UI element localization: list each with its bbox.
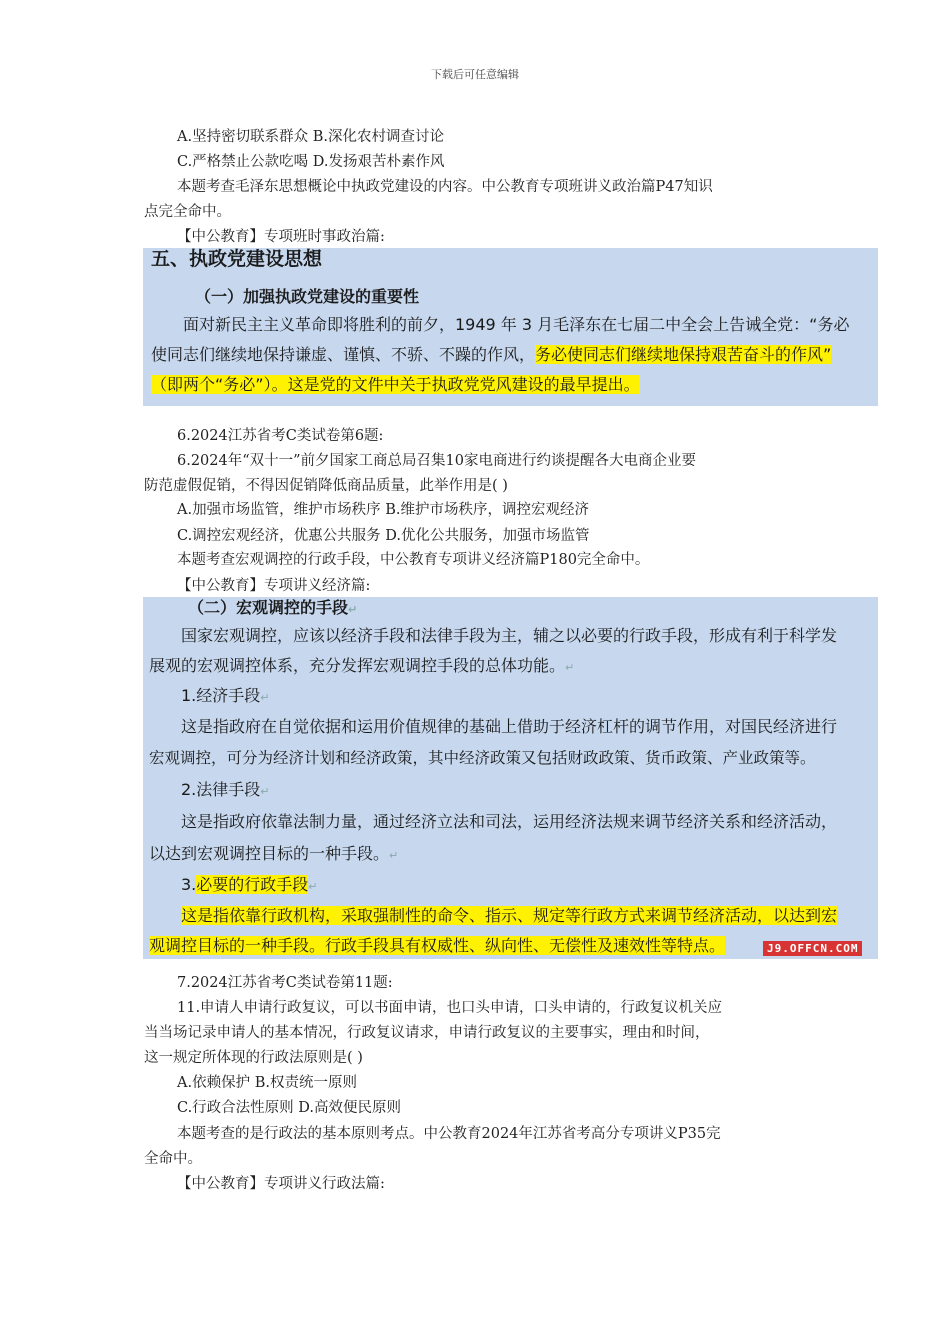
excerpt-heading-text: （二）宏观调控的手段 <box>188 598 349 617</box>
excerpt-box-macro-control <box>143 597 878 959</box>
page-header-note: 下载后可任意编辑 <box>431 68 519 81</box>
source-label: 【中公教育】专项讲义行政法篇: <box>177 1176 385 1192</box>
options-line-ab: A.依赖保护 B.权责统一原则 <box>177 1075 357 1091</box>
source-label: 【中公教育】专项班时事政治篇: <box>177 229 385 245</box>
analysis-line: 本题考查的是行政法的基本原则考点。中公教育2024年江苏省考高分专项讲义P35完 <box>177 1126 721 1142</box>
excerpt-paragraph-line <box>151 344 831 366</box>
question-text: 6.2024年“双十一”前夕国家工商总局召集10家电商进行约谈提醒各大电商企业要 <box>177 453 697 469</box>
analysis-line-cont: 全命中。 <box>144 1151 202 1167</box>
paragraph-mark-icon: ↵ <box>565 661 575 674</box>
excerpt-highlight-text: 这是指依靠行政机构，采取强制性的命令、指示、规定等行政方式来调节经济活动，以达到宏 <box>181 906 838 925</box>
excerpt-text: 以达到宏观调控目标的一种手段。 <box>149 844 390 863</box>
excerpt-subheading: （一）加强执政党建设的重要性 <box>195 287 420 306</box>
excerpt-paragraph-line: 国家宏观调控，应该以经济手段和法律手段为主，辅之以必要的行政手段，形成有利于科学发 <box>181 626 838 645</box>
excerpt-text: 展观的宏观调控体系，充分发挥宏观调控手段的总体功能。 <box>149 656 566 675</box>
excerpt-item-title-text: 1.经济手段 <box>181 686 261 705</box>
options-line-cd: C.行政合法性原则 D.高效便民原则 <box>177 1100 402 1116</box>
excerpt-heading: 五、执政党建设思想 <box>151 248 323 270</box>
excerpt-paragraph-line <box>149 655 574 679</box>
source-label: 【中公教育】专项讲义经济篇: <box>177 578 371 594</box>
excerpt-item-title-text: 2.法律手段 <box>181 780 261 799</box>
analysis-line-cont: 点完全命中。 <box>144 204 231 220</box>
excerpt-highlight-text: 观调控目标的一种手段。行政手段具有权威性、纵向性、无偿性及速效性等特点。 <box>149 936 726 955</box>
excerpt-paragraph-line <box>149 935 725 957</box>
analysis-line: 本题考查宏观调控的行政手段，中公教育专项讲义经济篇P180完全命中。 <box>177 552 650 568</box>
excerpt-paragraph-line <box>151 374 640 396</box>
question-text-cont: 当当场记录申请人的基本情况，行政复议请求，申请行政复议的主要事实，理由和时间， <box>144 1025 710 1041</box>
excerpt-item-number: 3. <box>181 875 197 894</box>
excerpt-paragraph-line: 面对新民主主义革命即将胜利的前夕，1949 年 3 月毛泽东在七届二中全会上告诫全党：“务必 <box>183 315 850 334</box>
question-text-cont: 这一规定所体现的行政法原则是( ) <box>144 1050 363 1066</box>
excerpt-highlight-text: （即两个“务必”）。这是党的文件中关于执政党党风建设的最早提出。 <box>151 375 640 394</box>
question-title: 6.2024江苏省考C类试卷第6题: <box>177 428 384 444</box>
options-line-cd: C.调控宏观经济，优惠公共服务 D.优化公共服务，加强市场监管 <box>177 528 590 544</box>
excerpt-paragraph-line: 宏观调控，可分为经济计划和经济政策，其中经济政策又包括财政政策、货币政策、产业政策等。 <box>149 749 816 767</box>
excerpt-item-title <box>181 779 270 803</box>
options-line-ab: A.加强市场监管，维护市场秩序 B.维护市场秩序，调控宏观经济 <box>177 502 589 518</box>
paragraph-mark-icon: ↵ <box>348 603 358 616</box>
paragraph-mark-icon: ↵ <box>389 849 399 862</box>
analysis-line: 本题考查毛泽东思想概论中执政党建设的内容。中公教育专项班讲义政治篇P47知识 <box>177 179 713 195</box>
excerpt-plain-text: 使同志们继续地保持谦虚、谨慎、不骄、不躁的作风， <box>151 345 536 364</box>
question-title: 7.2024江苏省考C类试卷第11题: <box>177 975 393 991</box>
excerpt-paragraph-line: 这是指政府依靠法制力量，通过经济立法和司法，运用经济法规来调节经济关系和经济活动， <box>181 812 838 831</box>
excerpt-item-title <box>181 685 270 709</box>
excerpt-highlight-text: 务必使同志们继续地保持艰苦奋斗的作风” <box>535 345 832 364</box>
options-line-ab: A.坚持密切联系群众 B.深化农村调查讨论 <box>177 129 444 145</box>
options-line-cd: C.严格禁止公款吃喝 D.发扬艰苦朴素作风 <box>177 154 445 170</box>
paragraph-mark-icon: ↵ <box>260 785 270 798</box>
paragraph-mark-icon: ↵ <box>308 880 318 893</box>
excerpt-paragraph-line <box>181 905 837 927</box>
offcn-watermark: J9.OFFCN.COM <box>763 941 862 956</box>
question-text-cont: 防范虚假促销，不得因促销降低商品质量，此举作用是( ) <box>144 478 508 494</box>
excerpt-box-party-building <box>143 248 878 406</box>
question-text: 11.申请人申请行政复议，可以书面申请，也口头申请，口头申请的，行政复议机关应 <box>177 1000 723 1016</box>
excerpt-item-title <box>181 874 318 898</box>
excerpt-paragraph-line <box>149 843 398 867</box>
excerpt-paragraph-line: 这是指政府在自觉依据和运用价值规律的基础上借助于经济杠杆的调节作用，对国民经济进行 <box>181 717 838 736</box>
paragraph-mark-icon: ↵ <box>260 691 270 704</box>
excerpt-heading <box>188 597 357 621</box>
excerpt-highlight-text: 必要的行政手段 <box>196 875 309 894</box>
